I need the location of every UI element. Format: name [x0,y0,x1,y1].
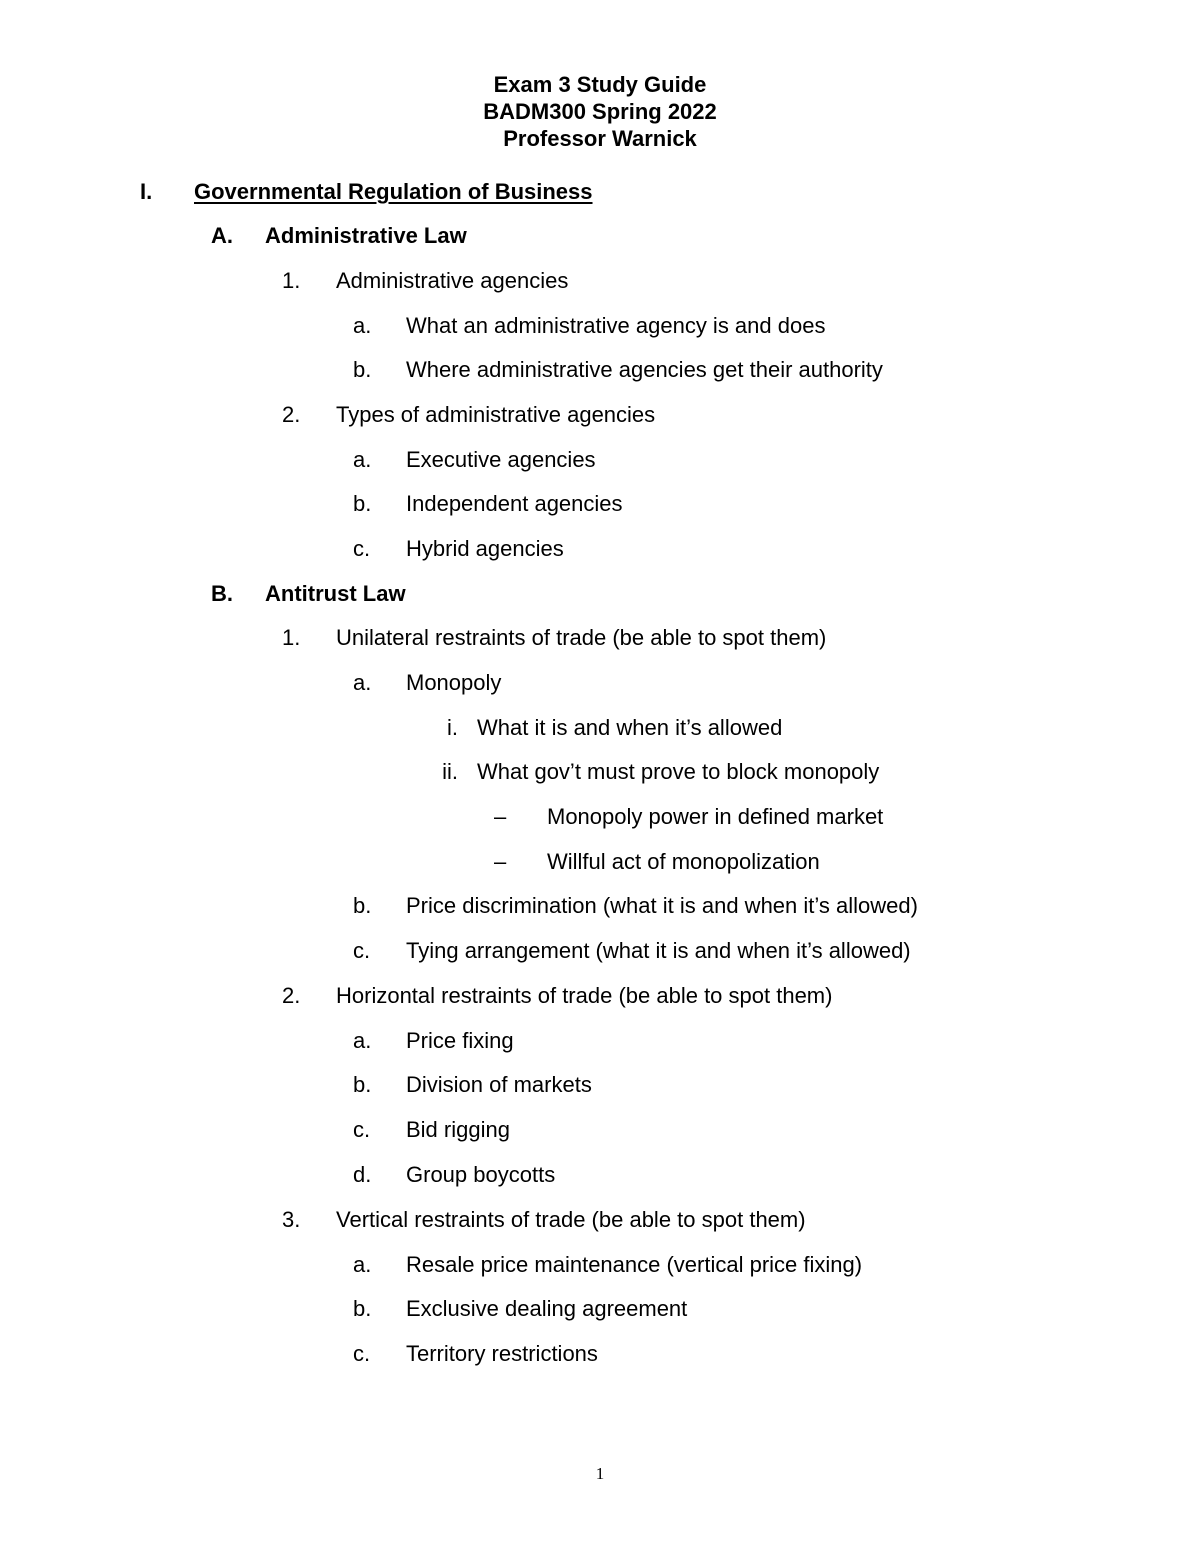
subsubitem-text: What gov’t must prove to block monopoly [477,759,880,784]
section-title: Governmental Regulation of Business [194,179,593,204]
subitem-text: Bid rigging [406,1117,510,1142]
page-number: 1 [595,1464,605,1483]
subsection-marker: B. [211,581,233,606]
course-name: BADM300 Spring 2022 [483,99,717,124]
subsubitem-text: What it is and when it’s allowed [477,715,783,740]
subitem-marker: c. [353,1341,371,1366]
subitem-text: Independent agencies [406,491,623,516]
subsection-title: Antitrust Law [265,581,406,606]
subitem-marker: a. [353,1028,372,1053]
item-text: Horizontal restraints of trade (be able to spot them) [336,983,833,1008]
subitem-text: Monopoly [406,670,502,695]
dash-marker: – [494,849,507,874]
subitem-text: Resale price maintenance (vertical price fixing) [406,1252,863,1277]
item-text: Vertical restraints of trade (be able to spot them) [336,1207,806,1232]
professor-name: Professor Warnick [503,126,697,151]
subitem-marker: b. [353,1072,372,1097]
subsection-marker: A. [211,223,233,248]
subitem-text: Executive agencies [406,447,596,472]
subitem-text: What an administrative agency is and does [406,313,826,338]
subitem-marker: c. [353,536,371,561]
item-marker: 1. [282,268,301,293]
subitem-marker: b. [353,1296,372,1321]
subitem-marker: a. [353,670,372,695]
subitem-marker: c. [353,938,371,963]
subitem-text: Price discrimination (what it is and when it’s allowed) [406,893,918,918]
subitem-text: Territory restrictions [406,1341,598,1366]
subsection-title: Administrative Law [265,223,467,248]
item-text: Unilateral restraints of trade (be able to spot them) [336,625,827,650]
subitem-text: Where administrative agencies get their authority [406,357,883,382]
item-marker: 2. [282,983,301,1008]
item-marker: 3. [282,1207,301,1232]
dash-marker: – [494,804,507,829]
subitem-marker: d. [353,1162,372,1187]
subitem-text: Hybrid agencies [406,536,564,561]
item-text: Types of administrative agencies [336,402,656,427]
section-marker: I. [140,179,153,204]
document-title: Exam 3 Study Guide [493,72,707,97]
subitem-text: Tying arrangement (what it is and when it’s allowed) [406,938,911,963]
dash-item-text: Willful act of monopolization [547,849,820,874]
roman-marker: ii. [442,759,458,784]
item-marker: 1. [282,625,301,650]
subitem-text: Division of markets [406,1072,592,1097]
item-marker: 2. [282,402,301,427]
subitem-text: Price fixing [406,1028,514,1053]
item-text: Administrative agencies [336,268,569,293]
subitem-marker: b. [353,357,372,382]
subitem-text: Exclusive dealing agreement [406,1296,688,1321]
subitem-marker: a. [353,1252,372,1277]
subitem-marker: a. [353,313,372,338]
dash-item-text: Monopoly power in defined market [547,804,884,829]
roman-marker: i. [447,715,458,740]
subitem-marker: c. [353,1117,371,1142]
subitem-text: Group boycotts [406,1162,556,1187]
subitem-marker: b. [353,893,372,918]
subitem-marker: a. [353,447,372,472]
subitem-marker: b. [353,491,372,516]
